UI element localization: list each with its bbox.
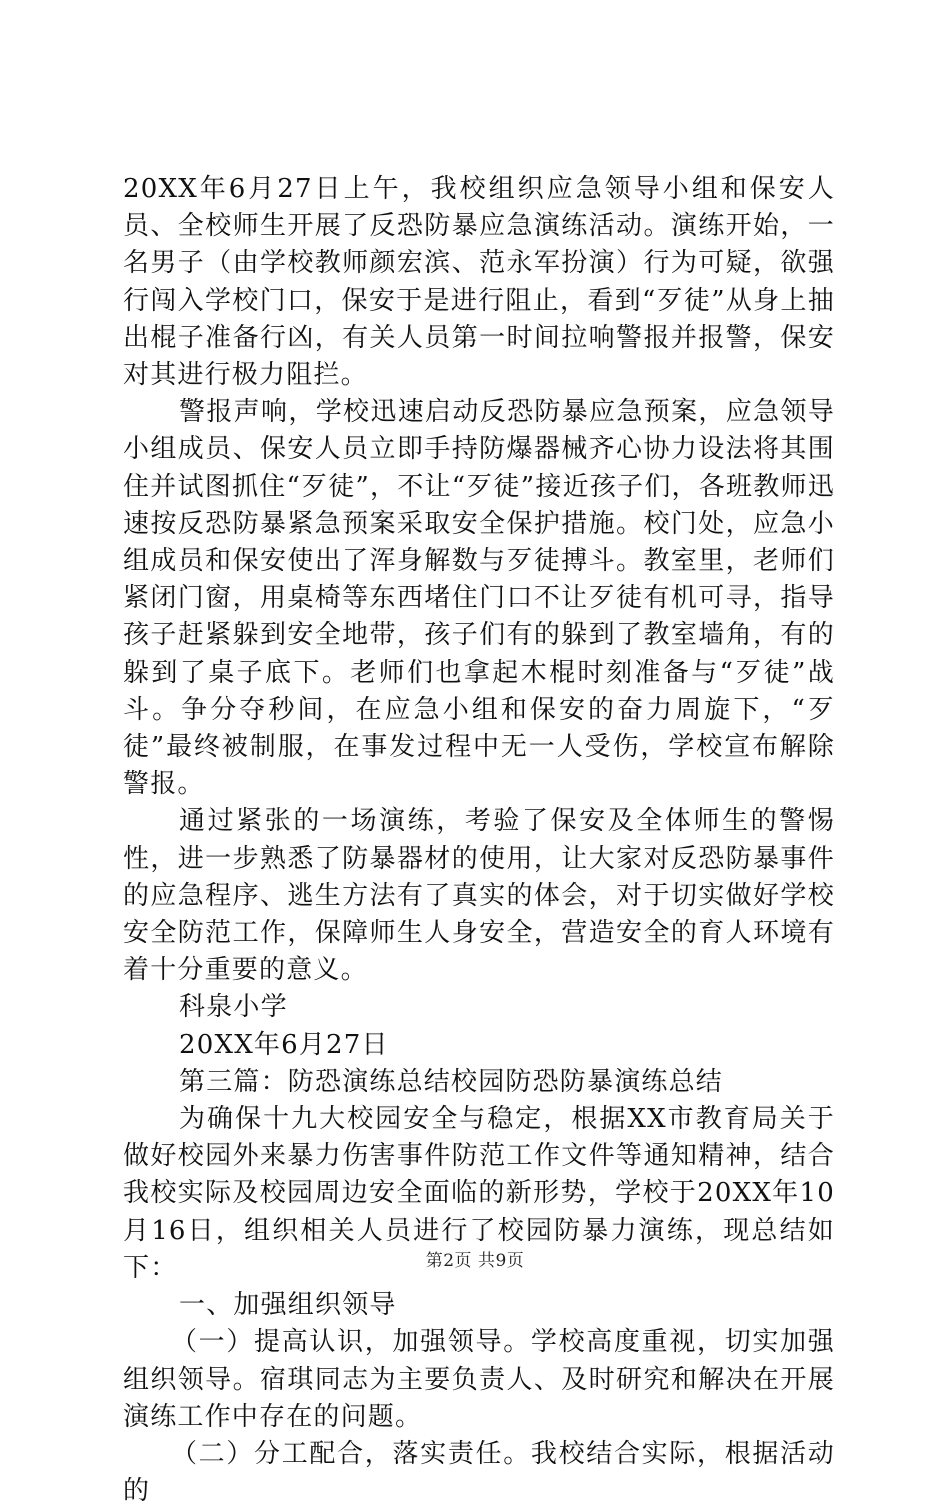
paragraph-item-two: （二）分工配合，落实责任。我校结合实际，根据活动的 [123,1438,835,1507]
paragraph-drill-intro: 20XX年6月27日上午，我校组织应急领导小组和保安人员、全校师生开展了反恐防暴应急演练活动。演练开始，一名男子（由学校教师颜宏滨、范永军扮演）行为可疑，欲强行闯入学校门口，保安于是进行阻止，看到“歹徒”从身上抽出棍子准备行凶，有关人员第一时间拉响警报并报警，保安对其进行极力阻拦。 [123,174,835,391]
page-number-label: 第2页 共9页 [425,1251,525,1271]
heading-strengthen-leadership: 一、加强组织领导 [179,1290,397,1321]
paragraph-drill-significance: 通过紧张的一场演练，考验了保安及全体师生的警惕性，进一步熟悉了防暴器材的使用，让大家对反恐防暴事件的应急程序、逃生方法有了真实的体会，对于切实做好学校安全防范工作，保障师生人身安全，营造安全的育人环境有着十分重要的意义。 [123,806,835,986]
document-body [123,171,835,1510]
paragraph-alarm-response: 警报声响，学校迅速启动反恐防暴应急预案，应急领导小组成员、保安人员立即手持防爆器械齐心协力设法将其围住并试图抓住“歹徒”，不让“歹徒”接近孩子们，各班教师迅速按反恐防暴紧急预案采取安全保护措施。校门处，应急小组成员和保安使出了浑身解数与歹徒搏斗。教室里，老师们紧闭门窗，用桌椅等东西堵住门口不让歹徒有机可寻，指导孩子赶紧躲到安全地带，孩子们有的躲到了教室墙角，有的躲到了桌子底下。老师们也拿起木棍时刻准备与“歹徒”战斗。争分夺秒间，在应急小组和保安的奋力周旋下，“歹徒”最终被制服，在事发过程中无一人受伤，学校宣布解除警报。 [123,397,835,800]
page-footer [0,1246,950,1271]
signature-school-name: 科泉小学 [179,992,288,1023]
paragraph-item-one: （一）提高认识，加强领导。学校高度重视，切实加强组织领导。宿琪同志为主要负责人、及时研究和解决在开展演练工作中存在的问题。 [123,1327,835,1432]
section-title-part-three: 第三篇：防恐演练总结校园防恐防暴演练总结 [179,1066,724,1097]
signature-date: 20XX年6月27日 [179,1029,389,1060]
paragraph-part-three-intro: 为确保十九大校园安全与稳定，根据XX市教育局关于做好校园外来暴力伤害事件防范工作文件等通知精神，结合我校实际及校园周边安全面临的新形势，学校于20XX年10月16日，组织相关人员进行了校园防暴力演练，现总结如下： [123,1104,835,1283]
